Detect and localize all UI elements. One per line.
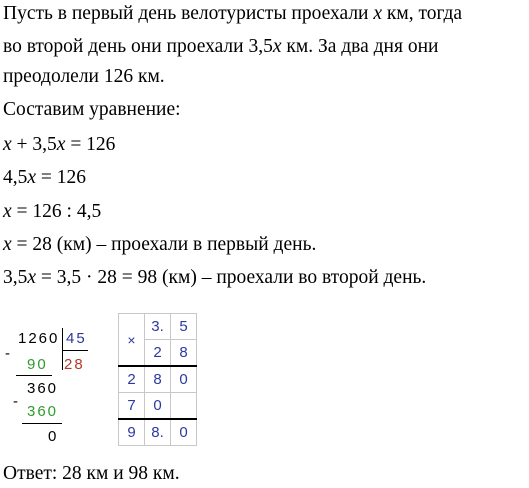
variable-x: x bbox=[272, 36, 282, 57]
text-segment: преодолели 126 км. bbox=[3, 66, 165, 87]
grid-cell: 8. bbox=[145, 419, 171, 446]
division-bar-horizontal bbox=[62, 350, 88, 351]
grid-cell: 8 bbox=[171, 340, 197, 367]
grid-row-1 bbox=[119, 314, 197, 340]
equation-2 bbox=[3, 164, 86, 192]
grid-cell: 0 bbox=[145, 393, 171, 420]
text-segment: = 3,5 · 28 = 98 (км) – проехали во второй день. bbox=[36, 267, 427, 288]
answer-text: Ответ: 28 км и 98 км. bbox=[3, 463, 180, 484]
text-segment: Пусть в первый день велотуристы проехали bbox=[3, 3, 374, 24]
variable-x: x bbox=[373, 3, 383, 24]
division-bar-vertical bbox=[62, 328, 63, 370]
variable-x: x bbox=[27, 167, 37, 188]
grid-cell: 9 bbox=[119, 419, 145, 446]
division-divisor: 45 bbox=[66, 330, 87, 347]
variable-x: x bbox=[3, 234, 12, 255]
grid-cell: 7 bbox=[119, 393, 145, 420]
text-line-3 bbox=[3, 63, 165, 91]
text-segment: Составим уравнение: bbox=[3, 99, 181, 120]
text-segment: = 126 : 4,5 bbox=[11, 201, 102, 222]
text-segment: = 126 bbox=[65, 134, 116, 155]
variable-x: x bbox=[3, 201, 12, 222]
division-quotient: 28 bbox=[64, 356, 85, 373]
division-line-2 bbox=[22, 423, 62, 424]
grid-row-5 bbox=[119, 419, 197, 446]
grid-cell: 3. bbox=[145, 314, 171, 340]
equation-1 bbox=[3, 131, 115, 159]
text-segment: во второй день они проехали 3,5 bbox=[3, 36, 273, 57]
equation-3 bbox=[3, 198, 101, 226]
division-minus-1: - bbox=[5, 345, 12, 362]
variable-x: x bbox=[56, 134, 66, 155]
grid-row-4 bbox=[119, 393, 197, 420]
answer-line bbox=[3, 460, 180, 488]
division-minus-2: - bbox=[13, 393, 20, 410]
division-subtrahend-1: 90 bbox=[27, 356, 48, 373]
text-line-2 bbox=[3, 33, 438, 61]
multiply-sign: × bbox=[119, 314, 145, 367]
grid-cell: 0 bbox=[171, 366, 197, 393]
grid-cell: 2 bbox=[119, 366, 145, 393]
division-subtrahend-2: 360 bbox=[27, 403, 59, 420]
text-segment: = 28 (км) – проехали в первый день. bbox=[11, 234, 317, 255]
grid-cell: 8 bbox=[145, 366, 171, 393]
division-line-1 bbox=[16, 375, 52, 376]
equation-4 bbox=[3, 231, 316, 259]
grid-row-3 bbox=[119, 366, 197, 393]
text-segment: 3,5 bbox=[3, 267, 28, 288]
text-line-1 bbox=[3, 0, 462, 28]
text-segment: км. За два дня они bbox=[281, 36, 439, 57]
division-remainder-2: 0 bbox=[48, 428, 59, 445]
grid-cell bbox=[171, 393, 197, 420]
equation-5 bbox=[3, 264, 426, 292]
text-segment: км, тогда bbox=[382, 3, 463, 24]
text-line-4 bbox=[3, 96, 181, 124]
text-segment: 4,5 bbox=[3, 167, 28, 188]
text-segment: = 126 bbox=[36, 167, 87, 188]
grid-cell: 0 bbox=[171, 419, 197, 446]
division-dividend: 1260 bbox=[18, 330, 60, 347]
text-segment: + 3,5 bbox=[11, 134, 57, 155]
grid-cell: 5 bbox=[171, 314, 197, 340]
multiplication-grid bbox=[118, 313, 197, 446]
variable-x: x bbox=[27, 267, 37, 288]
grid-cell: 2 bbox=[145, 340, 171, 367]
division-remainder-1: 360 bbox=[27, 380, 59, 397]
variable-x: x bbox=[3, 134, 12, 155]
